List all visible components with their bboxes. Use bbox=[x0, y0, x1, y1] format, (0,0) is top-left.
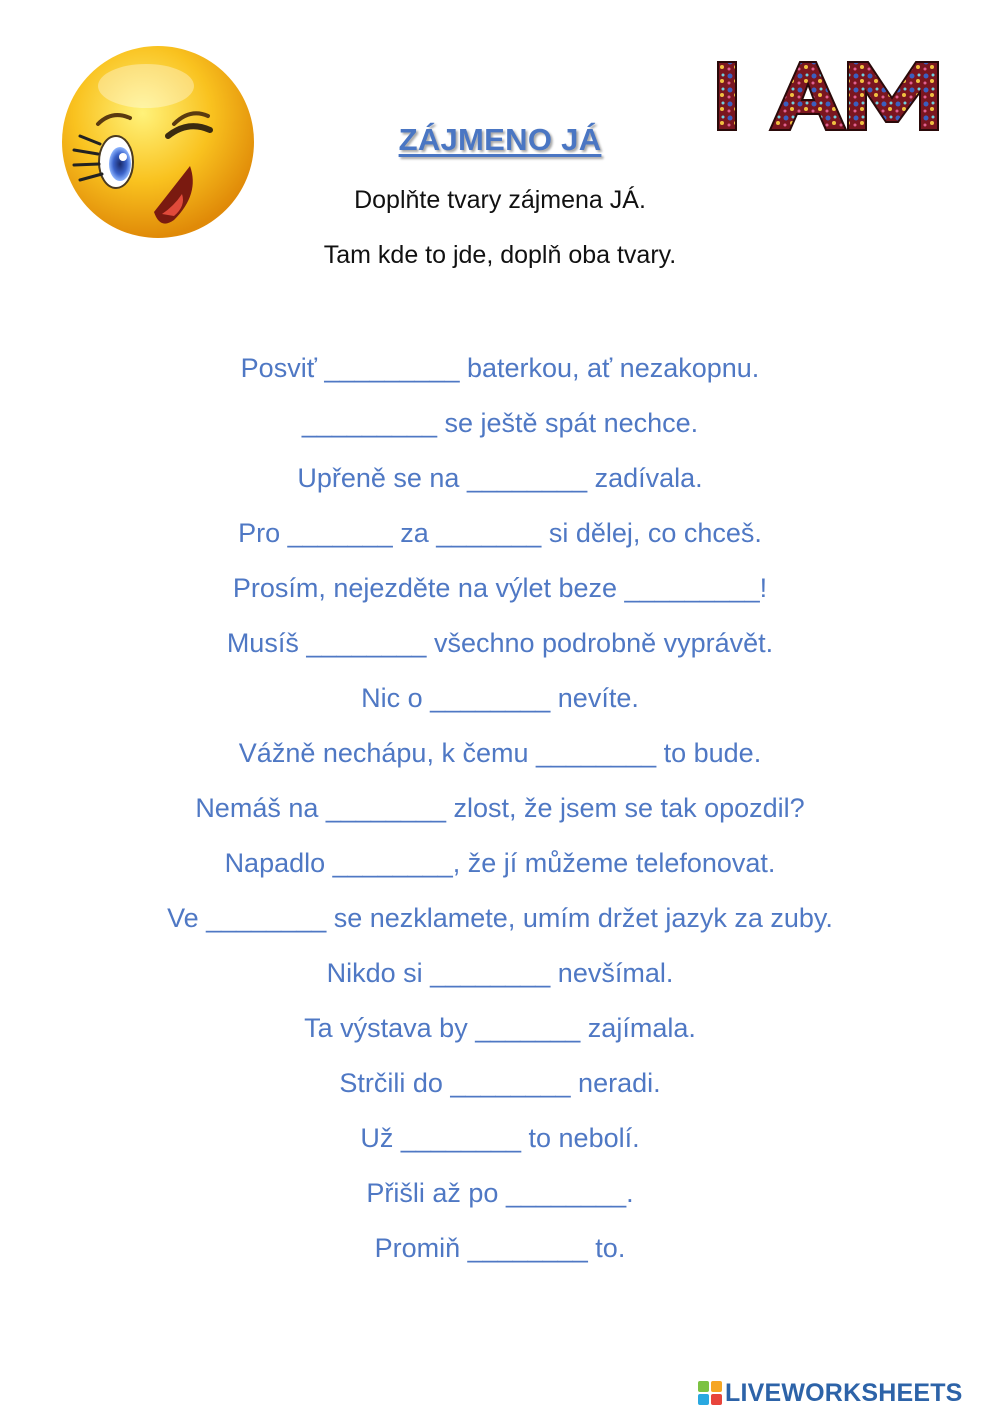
exercise-sentence-8[interactable]: Vážně nechápu, k čemu ________ to bude. bbox=[238, 738, 762, 768]
exercise-sentence-12[interactable]: Nikdo si ________ nevšímal. bbox=[326, 958, 674, 988]
liveworksheets-logo-icon bbox=[698, 1381, 722, 1405]
exercise-sentence-15[interactable]: Už ________ to nebolí. bbox=[360, 1123, 640, 1153]
exercise-sentence-10[interactable]: Napadlo ________, že jí můžeme telefonovat. bbox=[224, 848, 776, 878]
banner-letter-m bbox=[848, 62, 938, 130]
exercise-sentence-list bbox=[0, 350, 1000, 1285]
exercise-sentence-16[interactable]: Přišli až po ________. bbox=[366, 1178, 634, 1208]
exercise-sentence-2[interactable]: _________ se ještě spát nechce. bbox=[301, 408, 699, 438]
exercise-sentence-1[interactable]: Posviť _________ baterkou, ať nezakopnu. bbox=[240, 353, 760, 383]
banner-letter-a bbox=[770, 62, 846, 130]
exercise-sentence-11[interactable]: Ve ________ se nezklamete, umím držet jazyk za zuby. bbox=[167, 903, 833, 933]
exercise-sentence-5[interactable]: Prosím, nejezděte na výlet beze _________! bbox=[232, 573, 768, 603]
liveworksheets-logo-text: LIVEWORKSHEETS bbox=[725, 1378, 963, 1407]
page-title: ZÁJMENO JÁ bbox=[398, 122, 602, 157]
exercise-sentence-7[interactable]: Nic o ________ nevíte. bbox=[361, 683, 639, 713]
banner-letter-i bbox=[718, 62, 736, 130]
exercise-sentence-13[interactable]: Ta výstava by _______ zajímala. bbox=[304, 1013, 696, 1043]
instruction-line-1: Doplňte tvary zájmena JÁ. bbox=[354, 186, 646, 214]
exercise-sentence-17[interactable]: Promiň ________ to. bbox=[374, 1233, 626, 1263]
instruction-line-2: Tam kde to jde, doplň oba tvary. bbox=[323, 241, 677, 269]
exercise-sentence-14[interactable]: Strčili do ________ neradi. bbox=[339, 1068, 661, 1098]
exercise-sentence-3[interactable]: Upřeně se na ________ zadívala. bbox=[297, 463, 703, 493]
liveworksheets-logo[interactable] bbox=[698, 1378, 963, 1408]
exercise-sentence-9[interactable]: Nemáš na ________ zlost, že jsem se tak opozdil? bbox=[195, 793, 805, 823]
exercise-sentence-6[interactable]: Musíš ________ všechno podrobně vyprávět. bbox=[226, 628, 774, 658]
exercise-sentence-4[interactable]: Pro _______ za _______ si dělej, co chceš. bbox=[238, 518, 762, 548]
